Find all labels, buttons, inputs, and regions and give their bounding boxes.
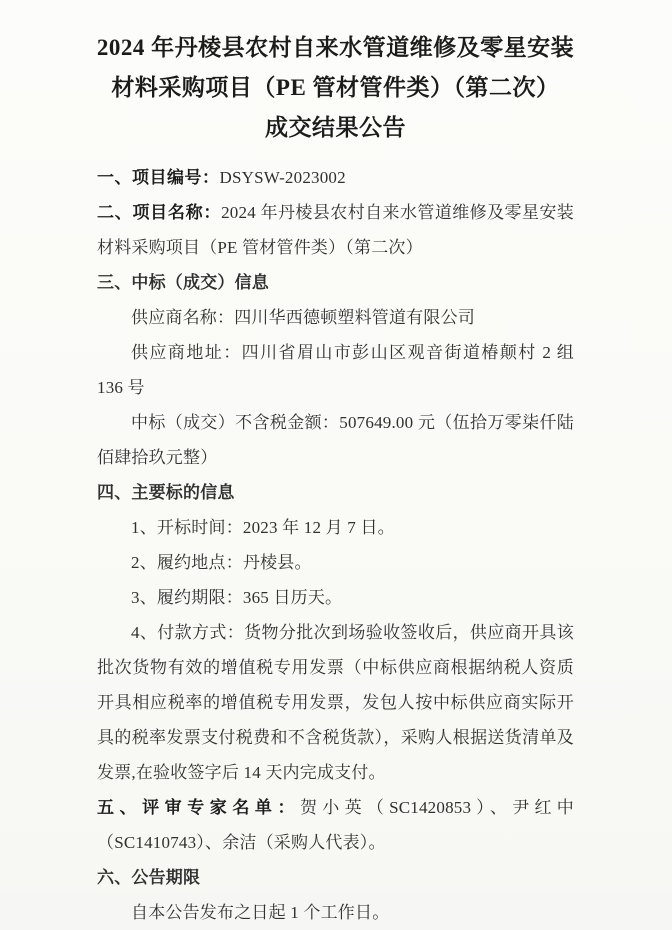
- subject-item-location: 2、履约地点：丹棱县。: [131, 553, 312, 572]
- subject-item-duration: 3、履约期限：365 日历天。: [131, 588, 343, 607]
- title-line-2: 材料采购项目（PE 管材管件类）（第二次）: [111, 75, 560, 100]
- supplier-address-line: 供应商地址：四川省眉山市彭山区观音街道椿颠村 2 组 136 号: [97, 343, 574, 397]
- supplier-name-line: 供应商名称：四川华西德顿塑料管道有限公司: [131, 308, 475, 327]
- document-body: [97, 160, 574, 930]
- document-title: [85, 28, 586, 148]
- award-amount-line: 中标（成交）不含税金额：507649.00 元（伍拾万零柒仟陆佰肆拾玖元整）: [97, 413, 574, 467]
- project-number-line: [97, 160, 574, 195]
- award-info-heading: 三、中标（成交）信息: [97, 273, 269, 292]
- project-name-line: [97, 195, 574, 265]
- experts-line: [97, 790, 574, 860]
- project-name-label: 二、项目名称：: [97, 203, 222, 222]
- title-line-3: 成交结果公告: [265, 115, 406, 140]
- main-subject-heading: 四、主要标的信息: [97, 483, 235, 502]
- announcement-period-text: 自本公告发布之日起 1 个工作日。: [131, 903, 390, 922]
- announcement-period-heading: 六、公告期限: [97, 868, 201, 887]
- experts-label: 五、评审专家名单：: [97, 798, 301, 817]
- project-number-label: 一、项目编号：: [97, 168, 220, 187]
- subject-item-payment: 4、付款方式：货物分批次到场验收签收后，供应商开具该批次货物有效的增值税专用发票（中标供应商根据纳税人资质开具相应税率的增值税专用发票，发包人按中标供应商实际开具的税率发票支付税费和不含税货款），采购人根据送货清单及发票,在验收签字后 14 天内完成支付。: [97, 623, 574, 782]
- experts-value: 贺小英（SC1420853）、尹红中（SC1410743）、余洁（采购人代表）。: [97, 798, 574, 852]
- subject-item-open-time: 1、开标时间：2023 年 12 月 7 日。: [131, 518, 395, 537]
- title-line-1: 2024 年丹棱县农村自来水管道维修及零星安装: [96, 35, 575, 60]
- project-name-value: 2024 年丹棱县农村自来水管道维修及零星安装材料采购项目（PE 管材管件类）（第二次）: [97, 203, 575, 257]
- project-number-value: DSYSW-2023002: [219, 168, 346, 187]
